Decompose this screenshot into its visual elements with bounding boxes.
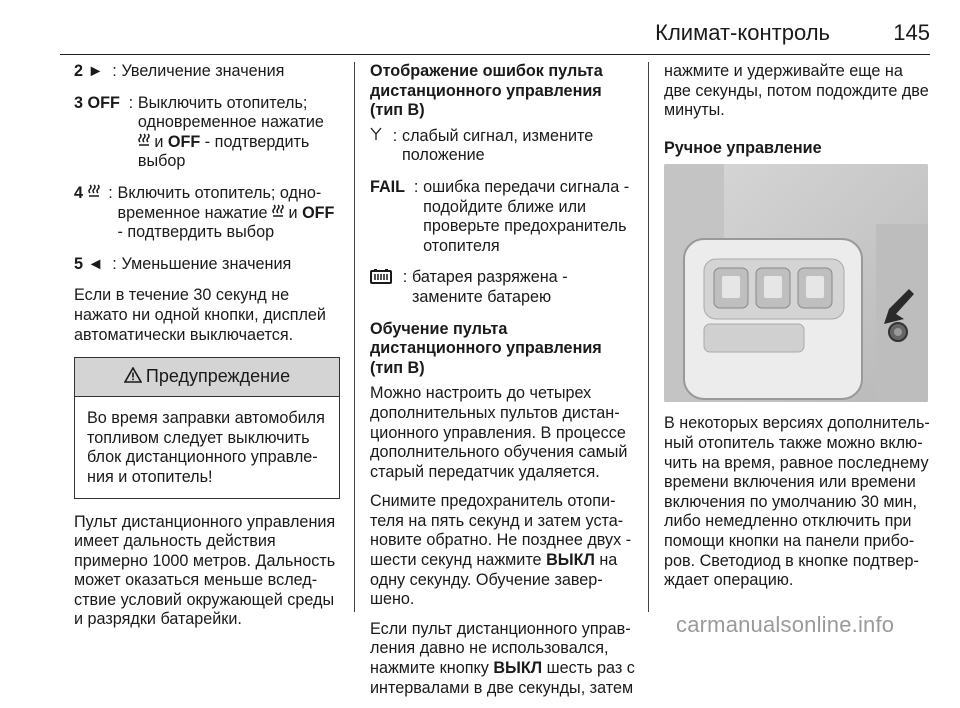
warning-header <box>75 358 339 397</box>
heater-icon <box>138 133 150 153</box>
list-item: FAIL : ошибка передачи сигнала - подойдите ближе или проверьте предохранитель отопителя <box>370 177 630 255</box>
page-number: 145 <box>893 20 930 45</box>
column-divider <box>648 62 649 612</box>
signal-icon <box>370 127 384 147</box>
header-rule <box>60 54 930 55</box>
watermark: carmanualsonline.info <box>676 612 895 637</box>
paragraph: Пульт дистанционного управления имеет дальность действия примерно 1000 метров. Дальность может оказаться меньше вслед-ствие условий окружающей среды и разрядки батарейки. <box>74 512 336 629</box>
heater-icon <box>272 204 284 224</box>
paragraph: Если в течение 30 секунд не нажато ни одной кнопки, дисплей автоматически выключается. <box>74 286 326 344</box>
paragraph: В некоторых версиях дополнитель-ный отопитель также можно вклю-чить на время, равное последнему времени включения или времени включения по умолчанию 30 мин, либо немедленно отключить при помощи кнопки на панели прибо-ров. Светодиод в кнопке подтвер-ждает операцию. <box>664 414 930 590</box>
dashboard-switch-photo <box>664 164 928 402</box>
warning-icon <box>124 367 142 388</box>
column-middle <box>370 62 636 708</box>
warning-body: Во время заправки автомобиля топливом следует выключить блок дистанционного управле-ния и отопитель! <box>87 409 325 486</box>
paragraph: Можно настроить до четырех дополнительных пультов дистан-ционного управления. В процессе дополнительного обучения самый старый передатчик удаляется. <box>370 384 628 481</box>
warning-box <box>74 357 340 498</box>
list-item: 4 : Включить отопитель; одно-временное нажатие и OFF - подтвердить выбор <box>74 183 335 242</box>
section-heading: Отображение ошибок пульта дистанционного управления (тип B) <box>370 62 603 120</box>
page-title: Климат-контроль <box>655 20 830 45</box>
paragraph: Снимите предохранитель отопи-теля на пять секунд и затем уста-новите обратно. Не позднее двух - шести секунд нажмите ВЫКЛ на одну секунду. Обучение завер-шено. <box>370 492 632 609</box>
page-header <box>60 0 930 56</box>
list-item: : слабый сигнал, измените положение <box>370 127 636 166</box>
battery-icon <box>370 268 394 284</box>
paragraph: Если пульт дистанционного управ-ления давно не использовался, нажмите кнопку ВЫКЛ шесть раз с интервалами в две секунды, затем <box>370 619 635 697</box>
paragraph: нажмите и удерживайте еще на две секунды, потом подождите две минуты. <box>664 62 929 120</box>
list-item: : батарея разряжена - замените батарею <box>370 268 636 307</box>
warning-title: Предупреждение <box>145 366 291 387</box>
list-item: 3 OFF : Выключить отопитель; одновременное нажатие и OFF - подтвердить выбор <box>74 93 324 171</box>
section-heading: Ручное управление <box>664 138 822 157</box>
column-divider <box>354 62 355 612</box>
column-left <box>74 62 340 640</box>
list-item: 2 ► : Увеличение значения <box>74 62 285 80</box>
list-item: 5 ◄ : Уменьшение значения <box>74 254 292 273</box>
column-right <box>664 62 930 601</box>
section-heading: Обучение пульта дистанционного управления (тип B) <box>370 319 602 377</box>
heater-icon <box>88 184 100 204</box>
